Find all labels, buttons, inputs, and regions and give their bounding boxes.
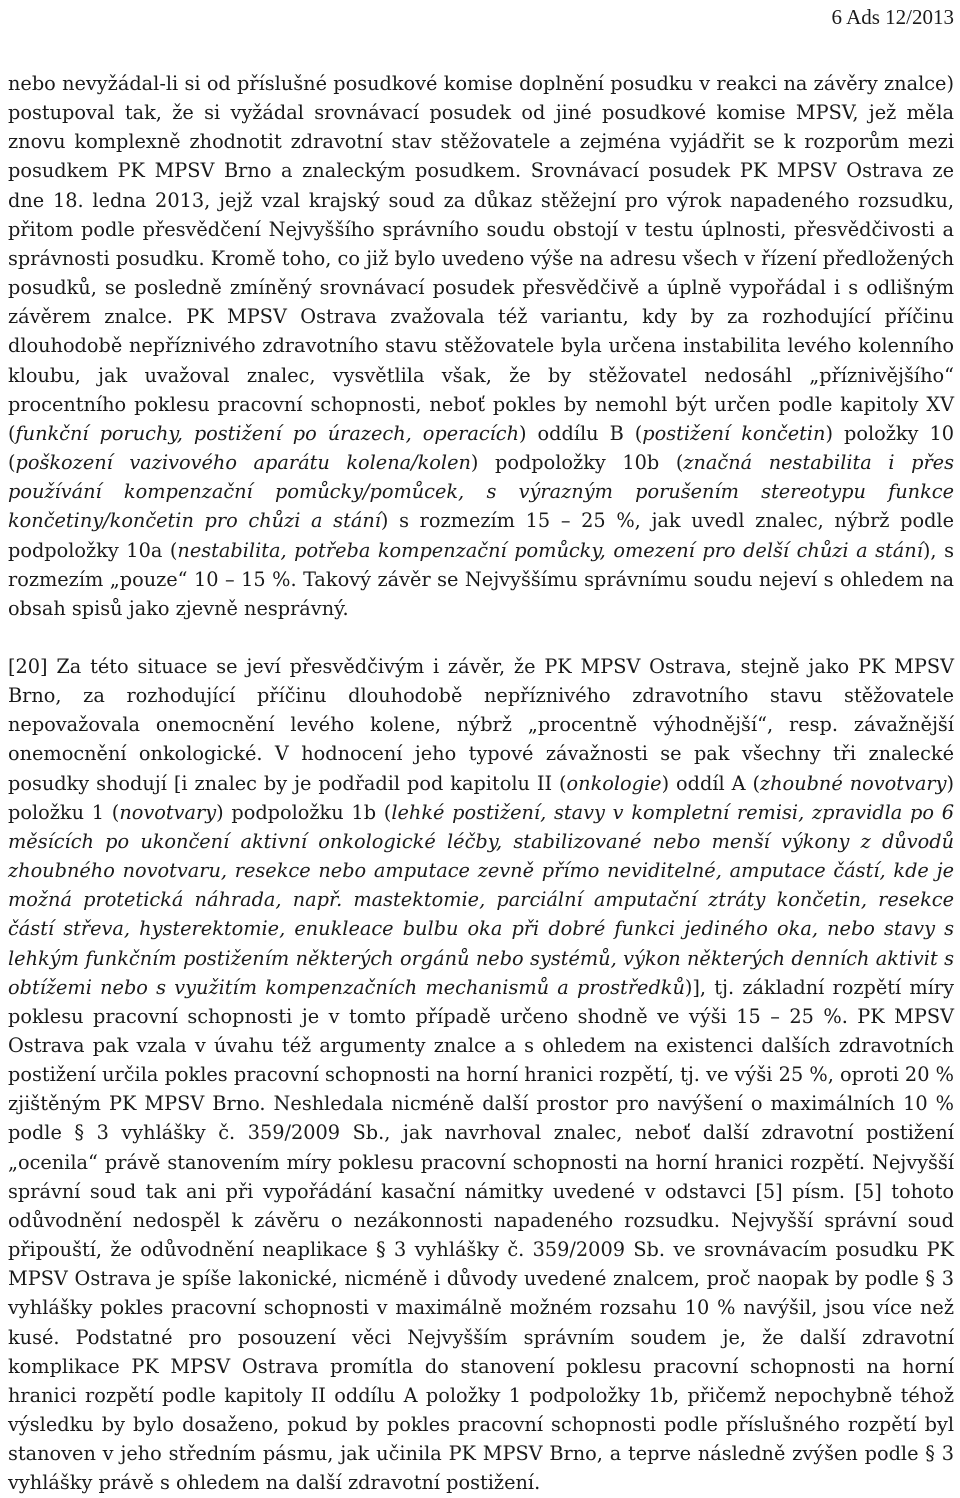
paragraph-text-run: ) oddíl A ( [661, 771, 760, 795]
italic-citation-text: postižení končetin [642, 421, 826, 445]
italic-citation-text: poškození vazivového aparátu kolena/kolen [15, 451, 471, 475]
paragraph-text-run: nebo nevyžádal-li si od příslušné posudkové komise doplnění posudku v reakci na závěry znalce) postupoval tak, že si vyžádal srovnávací posudek od jiné posudkové komise MPSV, jež měla znovu komplexně zhodnotit zdravotní stav stěžovatele a zejména vyjádřit se k rozporům mezi posudkem PK MPSV Brno a znaleckým posudkem. Srovnávací posudek PK MPSV Ostrava ze dne 18. ledna 2013, jejž vzal krajský soud za důkaz stěžejní pro výrok napadeného rozsudku, přitom podle přesvědčení Nejvyššího správního soudu obstojí v testu úplnosti, přesvědčivosti a správnosti posudku. Kromě toho, co již bylo uvedeno výše na adresu všech v řízení předložených posudků, se posledně zmíněný srovnávací posudek přesvědčivě a úplně vypořádal i s odlišným závěrem znalce. PK MPSV Ostrava zvažovala též variantu, kdy by za rozhodující příčinu dlouhodobě nepříznivého zdravotního stavu stěžovatele byla určena instabilita levého kolenního kloubu, jak uvažoval znalec, vysvětlila však, že by stěžovatel nedosáhl „příznivějšího“ procentního poklesu pracovní schopnosti, neboť pokles by nemohl být určen podle kapitoly XV ( [8, 72, 954, 445]
paragraph-text-run: ) podpoložku 1b ( [216, 800, 392, 824]
paragraph-text-run: [20] Za této situace se jeví přesvědčivým i závěr, že PK MPSV Ostrava, stejně jako PK MPSV Brno, za rozhodující příčinu dlouhodobě nepříznivého zdravotního stavu stěžovatele nepovažovala onemocnění levého kolene, nýbrž „procentně výhodnější“, resp. závažnější onemocnění onkologické. V hodnocení jeho typové závažnosti se pak všechny tři znalecké posudky shodují [i znalec by je podřadil pod kapitolu II ( [8, 654, 954, 795]
paragraph-text-run: ), s rozmezím „pouze“ 10 – 15 %. Takový závěr se Nejvyššímu správnímu soudu nejeví s ohledem na obsah spisů jako zjevně nesprávný. [8, 538, 954, 620]
italic-citation-text: zhoubné novotvary [759, 771, 947, 795]
italic-citation-text: onkologie [566, 771, 662, 795]
paragraph-text-run: ) oddílu B ( [519, 421, 643, 445]
paragraph-text-run: ) položku 1 ( [8, 771, 955, 824]
paragraph-text-run: ) s rozmezím 15 – 25 %, jak uvedl znalec, nýbrž podle podpoložky 10a ( [8, 509, 954, 562]
paragraph-text-run: ) podpoložky 10b ( [470, 451, 684, 475]
italic-citation-text: novotvary [119, 800, 217, 824]
italic-citation-text: lehké postižení, stavy v kompletní remisi, zpravidla po 6 měsících po ukončení aktivní onkologické léčby, stabilizované nebo menší výkony z důvodů zhoubného novotvaru, resekce nebo amputace zevně přímo neviditelné, amputace částí, kde je možná protetická náhrada, např. mastektomie, parciální amputační ztráty končetin, resekce částí střeva, hysterektomie, enukleace bulbu oka při dobré funkci jediného oka, nebo stavy s lehkým funkčním postižením některých orgánů nebo systémů, výkon některých denních aktivit s obtížemi nebo s využitím kompenzačních mechanismů a prostředků [8, 800, 954, 999]
paragraph-text-run: ) položky 10 ( [8, 421, 954, 475]
paragraph-20 [8, 652, 954, 1498]
paragraph-19-continuation [8, 69, 954, 623]
italic-citation-text: nestabilita, potřeba kompenzační pomůcky, omezení pro delší chůzi a stání [177, 538, 923, 562]
page-header-reference: 6 Ads 12/2013 [831, 5, 954, 29]
italic-citation-text: značná nestabilita i přes používání kompenzační pomůcky/pomůcek, s výrazným porušením stereotypu funkce končetiny/končetin pro chůzi a stání [8, 451, 954, 533]
document-body [8, 69, 954, 1498]
paragraph-text-run: )], tj. základní rozpětí míry poklesu pracovní schopnosti je v tomto případě určeno shodně ve výši 15 – 25 %. PK MPSV Ostrava pak vzala v úvahu též argumenty znalce a s ohledem na existenci dalších zdravotních postižení určila pokles pracovní schopnosti na horní hranici rozpětí, tj. ve výši 25 %, oproti 20 % zjištěným PK MPSV Brno. Neshledala nicméně další prostor pro navýšení o maximálních 10 % podle § 3 vyhlášky č. 359/2009 Sb., jak navrhoval znalec, neboť další zdravotní postižení „ocenila“ právě stanovením míry poklesu pracovní schopnosti na horní hranici rozpětí. Nejvyšší správní soud tak ani při vypořádání kasační námitky uvedené v odstavci [5] písm. [5] tohoto odůvodnění nedospěl k závěru o nezákonnosti napadeného rozsudku. Nejvyšší správní soud připouští, že odůvodnění neaplikace § 3 vyhlášky č. 359/2009 Sb. ve srovnávacím posudku PK MPSV Ostrava je spíše lakonické, nicméně i důvody uvedené znalcem, proč naopak by podle § 3 vyhlášky pokles pracovní schopnosti v maximálně možném rozsahu 10 % navýšil, jsou více než kusé. Podstatné pro posouzení věci Nejvyšším správním soudem je, že další zdravotní komplikace PK MPSV Ostrava promítla do stanovení poklesu pracovní schopnosti na horní hranici rozpětí podle kapitoly II oddílu A položky 1 podpoložky 1b, přičemž nepochybně téhož výsledku by bylo dosaženo, pokud by pokles pracovní schopnosti podle příslušného rozpětí byl stanoven v jeho středním pásmu, jak učinila PK MPSV Brno, a teprve následně zvýšen podle § 3 vyhlášky právě s ohledem na další zdravotní postižení. [8, 975, 954, 1495]
italic-citation-text: funkční poruchy, postižení po úrazech, operacích [15, 421, 520, 445]
